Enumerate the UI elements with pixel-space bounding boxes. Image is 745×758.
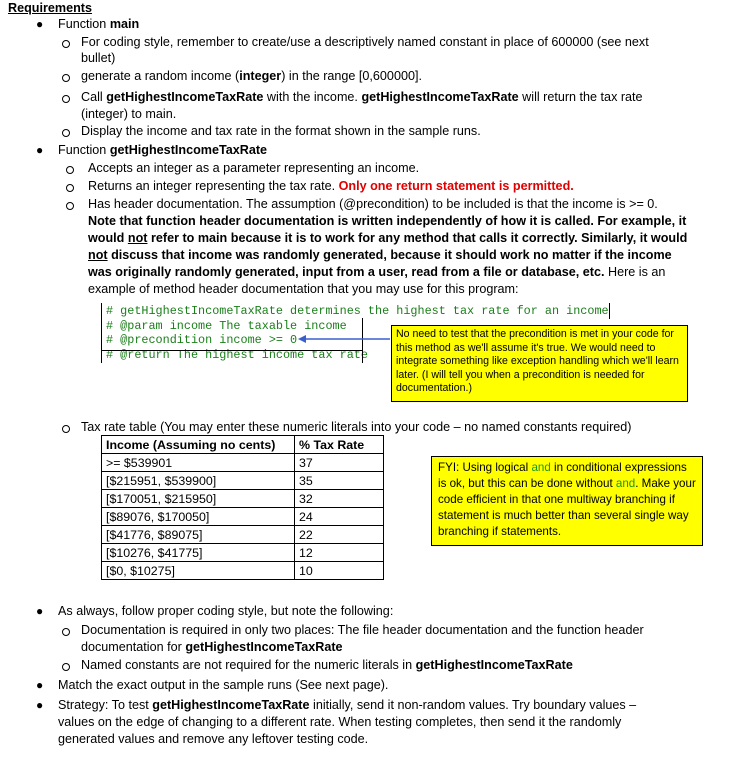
match-output-item: Match the exact output in the sample runs (See next page). <box>58 678 389 692</box>
tax-item-1: Accepts an integer as a parameter representing an income. <box>88 161 420 175</box>
table-row <box>102 508 384 526</box>
tax-rate-table <box>101 435 384 580</box>
sub-bullet <box>62 95 70 103</box>
code-divider <box>102 350 362 351</box>
tax-item-3-line2: Note that function header documentation is written independently of how it is called. For example, it <box>88 214 687 228</box>
doc-required-item-cont: documentation for getHighestIncomeTaxRate <box>81 640 343 654</box>
table-cell: [$170051, $215950] <box>102 490 295 508</box>
table-row <box>102 490 384 508</box>
table-row <box>102 472 384 490</box>
code-line: # @return The highest income tax rate <box>106 348 368 362</box>
table-header-row <box>102 436 384 454</box>
table-row <box>102 454 384 472</box>
arrow-icon <box>296 333 392 345</box>
table-cell: 22 <box>295 526 384 544</box>
table-cell: [$41776, $89075] <box>102 526 295 544</box>
fyi-note: FYI: Using logical and in conditional expressions is ok, but this can be done without and. Make your code efficient in that one multiway branching if statement is much better than several single way branching if statements. <box>431 456 703 546</box>
bullet: ● <box>36 604 44 618</box>
main-item-2: generate a random income (integer) in the range [0,600000]. <box>81 69 422 83</box>
bullet: ● <box>36 698 44 712</box>
table-row <box>102 544 384 562</box>
requirements-heading: Requirements <box>8 1 92 15</box>
sub-bullet <box>62 425 70 433</box>
tax-item-3-line4: not discuss that income was randomly generated, because it should work no matter if the income <box>88 248 672 262</box>
coding-style-item: As always, follow proper coding style, but note the following: <box>58 604 394 618</box>
main-item-3-cont: (integer) to main. <box>81 107 177 121</box>
table-row <box>102 526 384 544</box>
tax-item-3-line5: was originally randomly generated, input from a user, read from a file or database, etc. Here is an <box>88 265 666 279</box>
main-item-4: Display the income and tax rate in the format shown in the sample runs. <box>81 124 481 138</box>
sub-bullet <box>62 663 70 671</box>
bullet: ● <box>36 143 44 157</box>
strategy-item: Strategy: To test getHighestIncomeTaxRate initially, send it non-random values. Try boundary values – <box>58 698 637 712</box>
table-cell: 24 <box>295 508 384 526</box>
tax-item-3: Has header documentation. The assumption (@precondition) to be included is that the income is >= 0. <box>88 197 658 211</box>
table-row <box>102 562 384 580</box>
table-cell: 12 <box>295 544 384 562</box>
bullet: ● <box>36 17 44 31</box>
sub-bullet <box>62 129 70 137</box>
table-cell: 32 <box>295 490 384 508</box>
table-cell: [$10276, $41775] <box>102 544 295 562</box>
table-cell: 35 <box>295 472 384 490</box>
table-header: % Tax Rate <box>295 436 384 454</box>
sub-bullet <box>62 40 70 48</box>
strategy-item-line3: generated values and remove any leftover testing code. <box>58 732 369 746</box>
tax-item-3-line6: example of method header documentation that you may use for this program: <box>88 282 519 296</box>
sub-bullet <box>62 628 70 636</box>
main-item-3: Call getHighestIncomeTaxRate with the income. getHighestIncomeTaxRate will return the tax rate <box>81 90 643 104</box>
strategy-item-line2: values on the edge of changing to a different rate. When testing completes, then send it the randomly <box>58 715 622 729</box>
sub-bullet <box>62 74 70 82</box>
bullet: ● <box>36 678 44 692</box>
tax-table-intro: Tax rate table (You may enter these numeric literals into your code – no named constants required) <box>81 420 632 434</box>
sub-bullet <box>66 202 74 210</box>
main-function-title: Function main <box>58 17 140 31</box>
named-constants-item: Named constants are not required for the numeric literals in getHighestIncomeTaxRate <box>81 658 573 672</box>
table-cell: >= $539901 <box>102 454 295 472</box>
tax-item-2: Returns an integer representing the tax rate. Only one return statement is permitted. <box>88 179 574 193</box>
precondition-note: No need to test that the precondition is met in your code for this method as we'll assume it's true. We would need to integrate something like exception handling which we'll learn later. (I will tell you when a precondition is needed for documentation.) <box>391 325 688 402</box>
doc-required-item: Documentation is required in only two places: The file header documentation and the function header <box>81 623 644 637</box>
table-cell: 10 <box>295 562 384 580</box>
main-item-1-cont: bullet) <box>81 51 116 65</box>
main-item-1: For coding style, remember to create/use a descriptively named constant in place of 600000 (see next <box>81 35 649 49</box>
table-cell: [$215951, $539900] <box>102 472 295 490</box>
table-header: Income (Assuming no cents) <box>102 436 295 454</box>
table-cell: 37 <box>295 454 384 472</box>
code-line: # @param income The taxable income <box>106 319 347 333</box>
code-line: # getHighestIncomeTaxRate determines the highest tax rate for an income <box>106 304 609 318</box>
table-cell: [$89076, $170050] <box>102 508 295 526</box>
sub-bullet <box>66 166 74 174</box>
code-line: # @precondition income >= 0 <box>106 333 298 347</box>
tax-item-3-line3: would not refer to main because it is to work for any method that calls it correctly. Similarly, it would <box>88 231 688 245</box>
table-cell: [$0, $10275] <box>102 562 295 580</box>
tax-function-title: Function getHighestIncomeTaxRate <box>58 143 268 157</box>
sub-bullet <box>66 184 74 192</box>
